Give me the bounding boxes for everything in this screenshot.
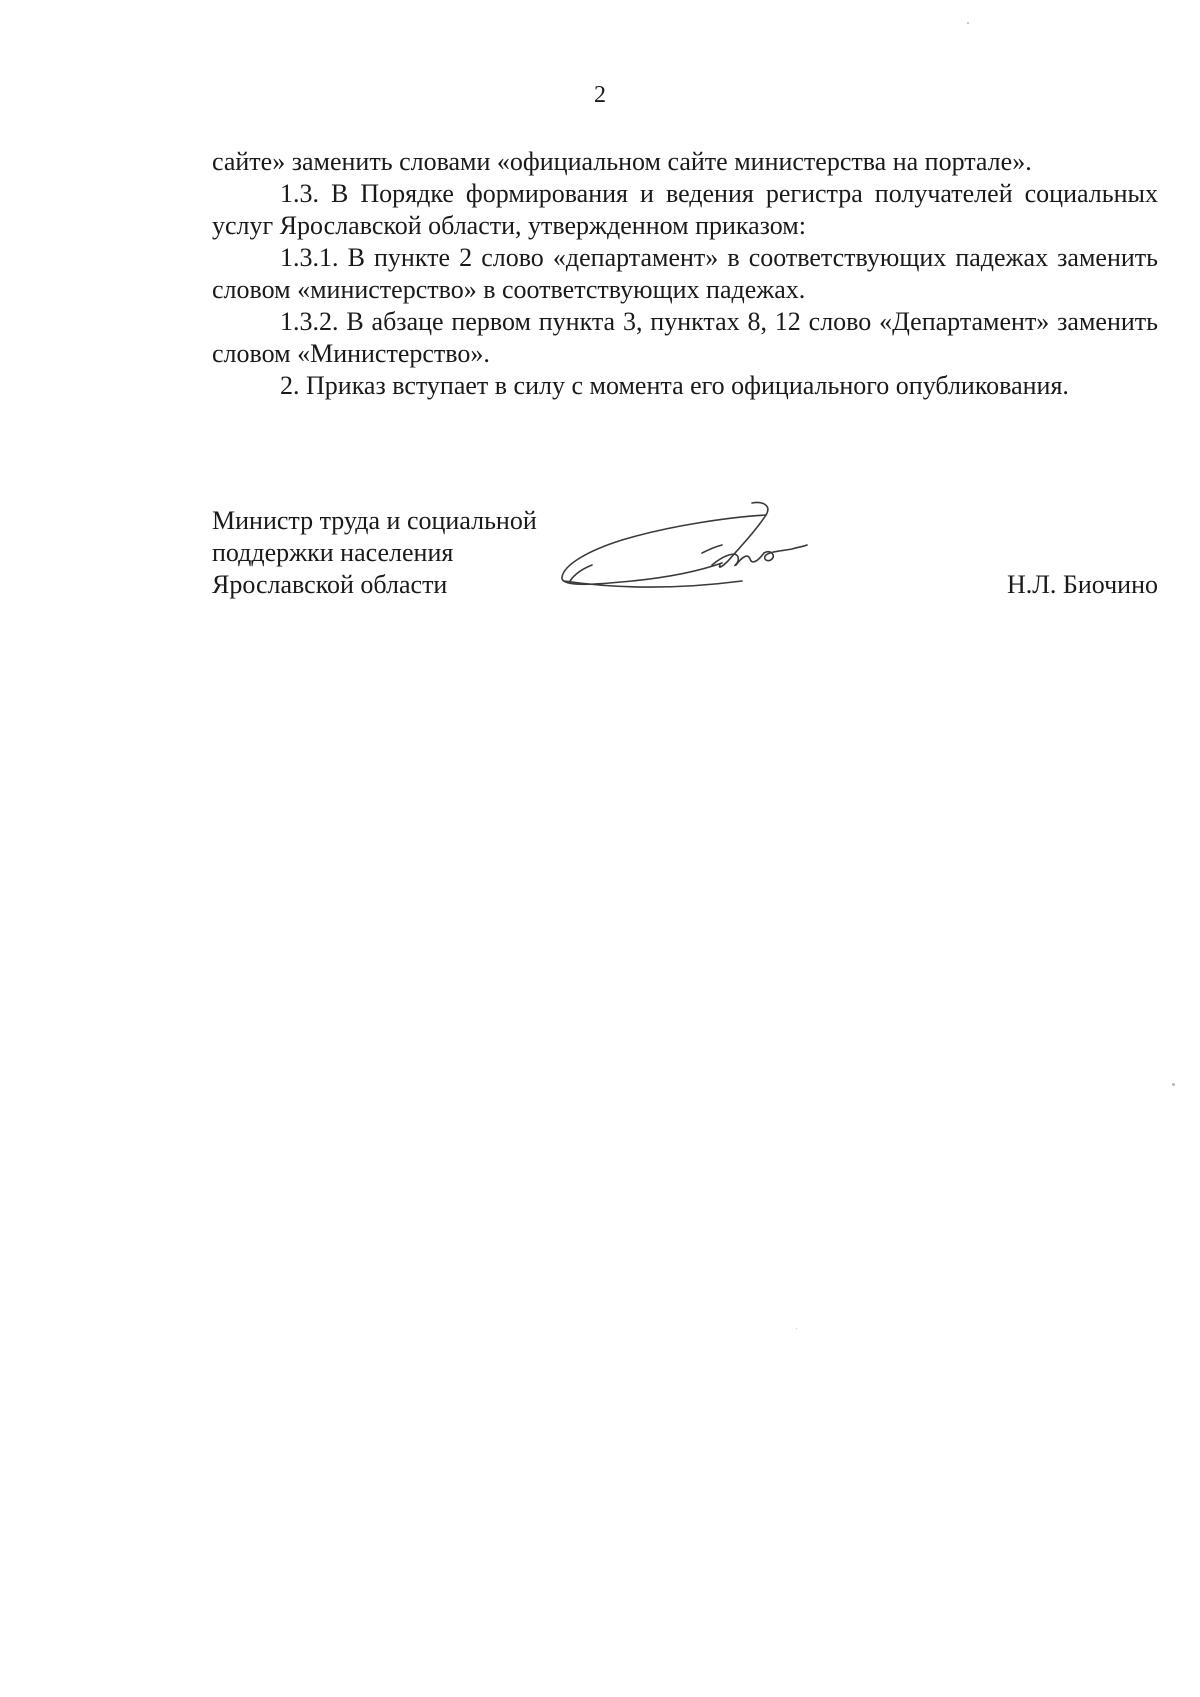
paragraph-continuation: сайте» заменить словами «официальном сайте министерства на портале». xyxy=(212,147,1032,176)
signer-title-line: Ярославской области xyxy=(212,570,448,599)
page-number: 2 xyxy=(594,82,606,108)
paragraph-1-3: 1.3. В Порядке формирования и ведения регистра получателей социальных услуг Ярославской области, утвержденном приказом: xyxy=(212,179,1158,240)
signer-name: Н.Л. Биочино xyxy=(1007,570,1158,599)
paragraph-1-3-1: 1.3.1. В пункте 2 слово «департамент» в соответствующих падежах заменить словом «министерство» в соответствующих падежах. xyxy=(212,243,1158,304)
scan-artifact xyxy=(796,1328,797,1329)
signature-block xyxy=(212,505,1158,615)
paragraph-1-3-2: 1.3.2. В абзаце первом пункта 3, пунктах 8, 12 слово «Департамент» заменить словом «Министерство». xyxy=(212,307,1158,368)
document-body xyxy=(212,146,1158,402)
scan-artifact xyxy=(967,22,969,24)
signer-title-line: поддержки населения xyxy=(212,538,454,567)
paragraph-2: 2. Приказ вступает в силу с момента его официального опубликования. xyxy=(280,371,1069,400)
signer-title xyxy=(212,505,537,601)
signer-title-line: Министр труда и социальной xyxy=(212,506,537,535)
handwritten-signature xyxy=(552,495,822,605)
scan-artifact xyxy=(1172,1083,1175,1086)
